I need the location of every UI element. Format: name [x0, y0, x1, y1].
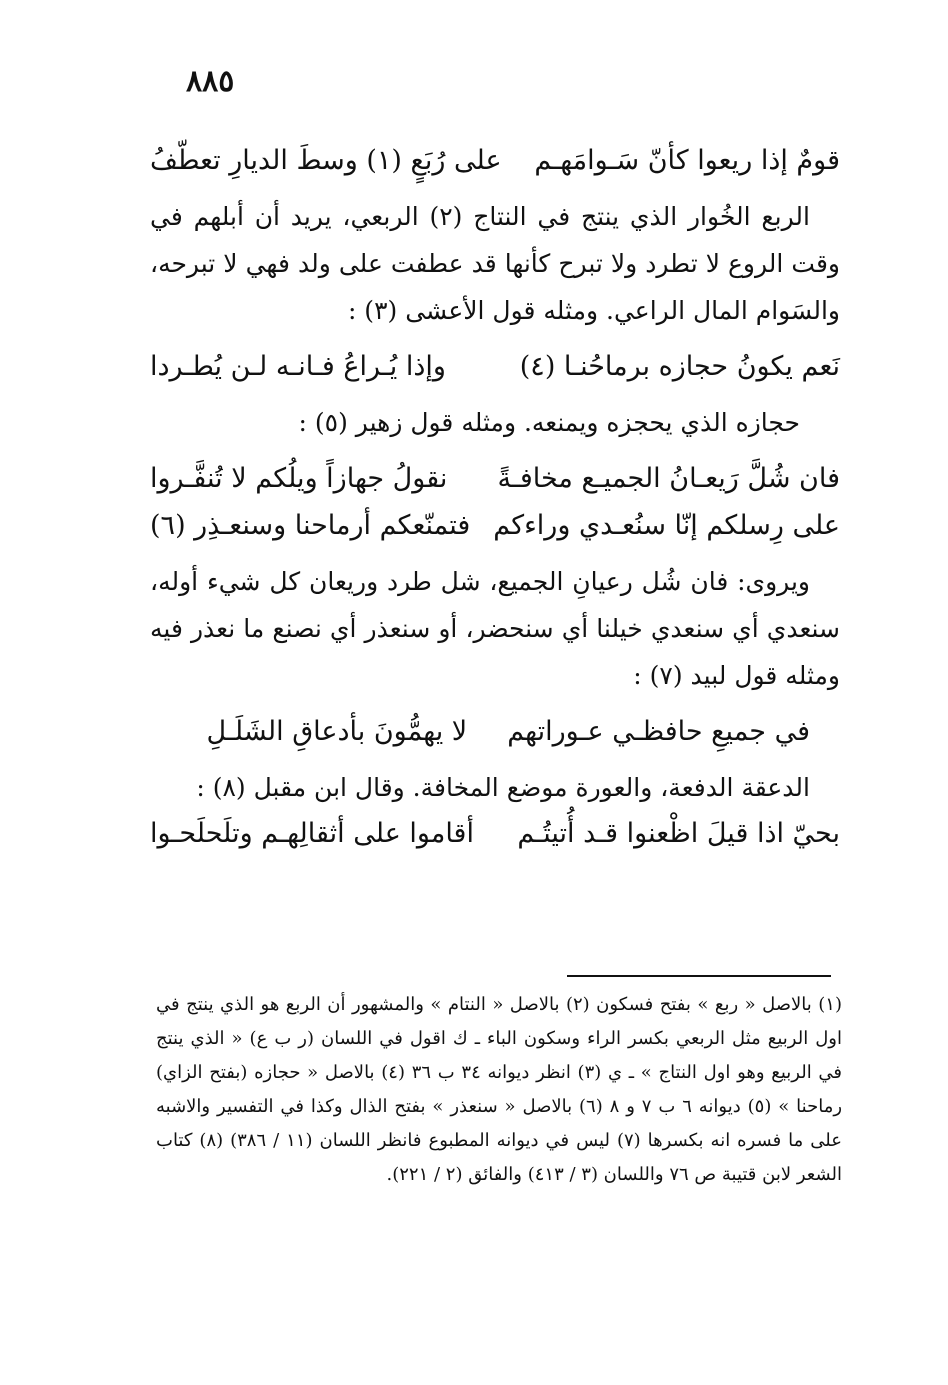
- prose-paragraph: ويروى: فان شُل رعيانِ الجميع، شل طرد وريعان كل شيء أوله، سنعدي أي سنعدي خيلنا أي سنحضر، أو سنعذر أي نصنع ما نعذر فيه ومثله قول لبيد (٧) :: [150, 567, 840, 690]
- verse-hemistich-first: فان شُلَّ رَيعـانُ الجميـع مخافـةً: [497, 463, 840, 494]
- prose-paragraph: حجازه الذي يحجزه ويمنعه. ومثله قول زهير (٥) :: [298, 408, 800, 437]
- footnotes: [156, 988, 842, 1192]
- verse-hemistich-second: لا يهمُّونَ بأدعاقِ الشَلَـلِ: [206, 716, 468, 747]
- verse-hemistich-first: على رِسلكم إنّا سنُعـدي وراءكم: [493, 510, 840, 541]
- verse-hemistich-second: على رُبَعٍ (١) وسطَ الديارِ تعطّفُ: [150, 145, 502, 176]
- main-text: [150, 138, 840, 866]
- verse-line: [150, 456, 840, 501]
- verse-hemistich-first: في جميعِ حافظـي عـوراتهم: [507, 716, 810, 747]
- verse-hemistich-second: أقاموا على أثقالِهـم وتلَحلَحـوا: [150, 818, 474, 849]
- verse-line: [150, 811, 840, 856]
- verse-hemistich-first: نَعم يكونُ حجازه برماحُنـا (٤): [519, 351, 840, 382]
- verse-hemistich-second: نقولُ جهازاً ويلُكم لا تُنفَّـروا: [150, 463, 448, 494]
- prose-paragraph: الربع الخُوار الذي ينتج في النتاج (٢) الربعي، يريد أن أبلهم في وقت الروع لا تطرد ولا تبرح كأنها قد عطفت على ولد فهي لا تبرحه، والسَوام المال الراعي. ومثله قول الأعشى (٣) :: [150, 202, 840, 325]
- footnote-divider: [567, 975, 831, 977]
- verse-line: [150, 138, 840, 183]
- verse-hemistich-second: فتمنّعكم أرماحنا وسنعـذِر (٦): [150, 510, 471, 541]
- footnote-text: (١) بالاصل « ربع » بفتح فسكون (٢) بالاصل « النتام » والمشهور أن الربع هو الذي ينتج في اول الربيع مثل الربعي بكسر الراء وسكون الباء ـ ك اقول في اللسان (ر ب ع) « الذي ينتج في الربيع وهو اول النتاج » ـ ي (٣) انظر ديوانه ٣٤ ب ٣٦ (٤) بالاصل « حجازه (بفتح الزاي) رماحنا » (٥) ديوانه ٦ ب ٧ و ٨ (٦) بالاصل « سنعذر » بفتح الذال وكذا في التفسير والاشبه على ما فسره انه بكسرها (٧) ليس في ديوانه المطبوع فانظر اللسان (١١ / ٣٨٦) (٨) كتاب الشعر لابن قتيبة ص ٧٦ واللسان (٣ / ٤١٣) والفائق (٢ / ٢٢١).: [156, 994, 843, 1185]
- verse-line: [150, 503, 840, 548]
- verse-line: [150, 344, 840, 389]
- verse-hemistich-second: وإذا يُـراعُ فـانـه لـن يُطـردا: [150, 351, 446, 382]
- prose-paragraph: الدعقة الدفعة، والعورة موضع المخافة. وقال ابن مقبل (٨) :: [196, 773, 810, 802]
- verse-line: [150, 709, 840, 754]
- verse-hemistich-first: قومٌ إذا ريعوا كأنّ سَـوامَهـم: [534, 145, 840, 176]
- page-number: ٨٨٥: [186, 64, 235, 99]
- verse-hemistich-first: بحيّ اذا قيلَ اظْعنوا قـد أُتيتُـم: [517, 818, 840, 849]
